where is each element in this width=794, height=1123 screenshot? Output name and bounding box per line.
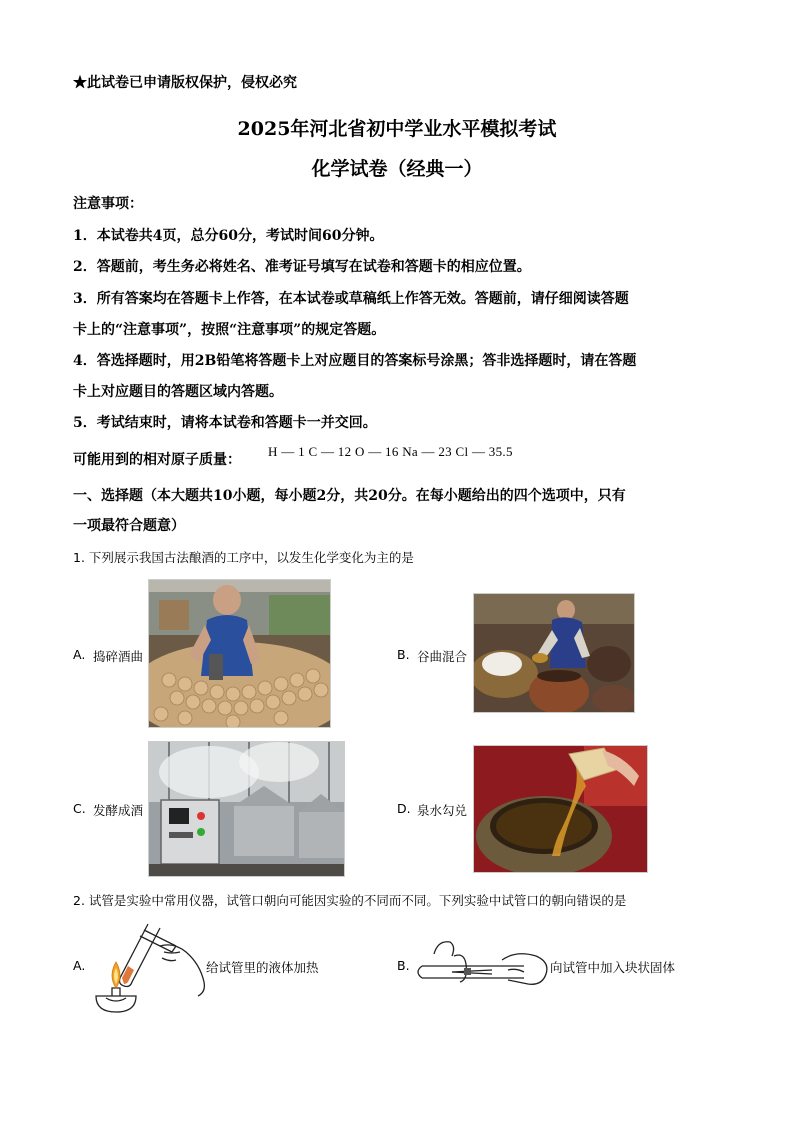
instruction-item: 5．考试结束时，请将本试卷和答题卡一并交回。 <box>73 415 377 431</box>
exam-title: 2025年河北省初中学业水平模拟考试 <box>237 118 557 140</box>
question-stem: 2. 试管是实验中常用仪器，试管口朝向可能因实验的不同而不同。下列实验中试管口的朝向错误的是 <box>73 893 627 908</box>
sketch-adding-solid <box>412 934 552 994</box>
photo-blending-spring-water <box>473 745 648 873</box>
option-letter: A. <box>73 958 86 973</box>
section-heading: 一、选择题（本大题共10小题，每小题2分，共20分。在每小题给出的四个选项中，只有 <box>73 488 626 504</box>
exam-subtitle: 化学试卷（经典一） <box>311 158 483 180</box>
section-heading-cont: 一项最符合题意） <box>73 518 185 534</box>
photo-mixing-grain <box>473 593 635 713</box>
option-text: 发酵成酒 <box>93 803 144 818</box>
option-text: 给试管里的液体加热 <box>206 960 319 975</box>
instruction-item: 2．答题前，考生务必将姓名、准考证号填写在试卷和答题卡的相应位置。 <box>73 259 531 275</box>
option-letter: A. <box>73 647 86 662</box>
option-text: 谷曲混合 <box>417 649 468 664</box>
option-text: 捣碎酒曲 <box>93 649 144 664</box>
option-letter: D. <box>397 801 411 816</box>
sketch-heating-liquid <box>90 918 210 1014</box>
option-letter: B. <box>397 958 410 973</box>
option-letter: C. <box>73 801 86 816</box>
option-text: 泉水勾兑 <box>417 803 468 818</box>
copyright-notice: ★此试卷已申请版权保护，侵权必究 <box>73 75 297 91</box>
question-stem: 1. 下列展示我国古法酿酒的工序中，以发生化学变化为主的是 <box>73 550 414 565</box>
instruction-item: 4．答选择题时，用2B铅笔将答题卡上对应题目的答案标号涂黑；答非选择题时，请在答题 <box>73 353 637 369</box>
instructions-heading: 注意事项： <box>73 196 143 212</box>
atomic-mass-label: 可能用到的相对原子质量： <box>73 452 241 468</box>
option-text: 向试管中加入块状固体 <box>550 960 676 975</box>
instruction-item: 1．本试卷共4页，总分60分，考试时间60分钟。 <box>73 228 384 244</box>
atomic-mass-values: H — 1 C — 12 O — 16 Na — 23 Cl — 35.5 <box>268 444 513 459</box>
instruction-item: 卡上对应题目的答题区域内答题。 <box>73 384 283 400</box>
instruction-item: 3．所有答案均在答题卡上作答，在本试卷或草稿纸上作答无效。答题前，请仔细阅读答题 <box>73 291 629 307</box>
photo-fermenting-distillery <box>148 741 345 877</box>
instruction-item: 卡上的“注意事项”，按照“注意事项”的规定答题。 <box>73 322 386 338</box>
option-letter: B. <box>397 647 410 662</box>
photo-crushing-starter <box>148 579 331 728</box>
